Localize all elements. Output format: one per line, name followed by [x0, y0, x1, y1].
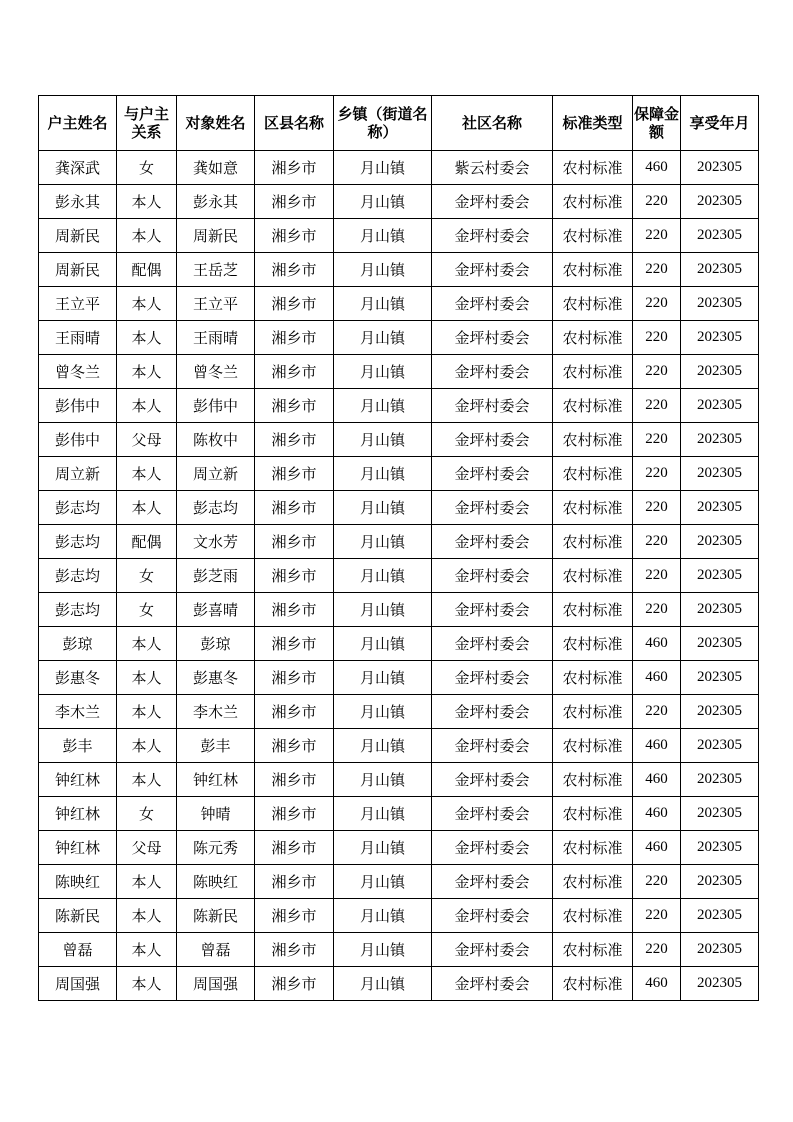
- standard-type-cell: 农村标准: [553, 457, 633, 491]
- period-cell: 202305: [681, 831, 759, 865]
- relation-cell: 父母: [117, 831, 177, 865]
- table-row: [39, 355, 759, 389]
- community-cell: 金坪村委会: [432, 865, 553, 899]
- table-row: [39, 967, 759, 1001]
- county-cell: 湘乡市: [255, 661, 334, 695]
- township-cell: 月山镇: [334, 865, 432, 899]
- amount-cell: 220: [633, 321, 681, 355]
- householder-cell: 钟红林: [39, 831, 117, 865]
- community-cell: 金坪村委会: [432, 967, 553, 1001]
- period-cell: 202305: [681, 321, 759, 355]
- relation-cell: 配偶: [117, 253, 177, 287]
- householder-cell: 彭志均: [39, 593, 117, 627]
- amount-cell: 220: [633, 423, 681, 457]
- standard-type-cell: 农村标准: [553, 355, 633, 389]
- amount-cell: 220: [633, 695, 681, 729]
- period-cell: 202305: [681, 185, 759, 219]
- township-cell: 月山镇: [334, 185, 432, 219]
- table-row: [39, 525, 759, 559]
- relation-cell: 父母: [117, 423, 177, 457]
- community-cell: 金坪村委会: [432, 627, 553, 661]
- relation-cell: 本人: [117, 457, 177, 491]
- householder-cell: 彭永其: [39, 185, 117, 219]
- table-row: [39, 423, 759, 457]
- amount-cell: 220: [633, 559, 681, 593]
- table-row: [39, 763, 759, 797]
- relation-cell: 配偶: [117, 525, 177, 559]
- community-cell: 金坪村委会: [432, 321, 553, 355]
- township-cell: 月山镇: [334, 321, 432, 355]
- standard-type-cell: 农村标准: [553, 491, 633, 525]
- county-cell: 湘乡市: [255, 219, 334, 253]
- recipient-cell: 钟红林: [177, 763, 255, 797]
- amount-cell: 460: [633, 967, 681, 1001]
- table-row: [39, 389, 759, 423]
- period-cell: 202305: [681, 797, 759, 831]
- period-cell: 202305: [681, 899, 759, 933]
- relation-cell: 本人: [117, 763, 177, 797]
- standard-type-cell: 农村标准: [553, 695, 633, 729]
- township-cell: 月山镇: [334, 355, 432, 389]
- community-cell: 金坪村委会: [432, 797, 553, 831]
- relation-cell: 本人: [117, 899, 177, 933]
- period-cell: 202305: [681, 389, 759, 423]
- recipient-cell: 彭喜晴: [177, 593, 255, 627]
- township-cell: 月山镇: [334, 763, 432, 797]
- county-cell: 湘乡市: [255, 593, 334, 627]
- township-cell: 月山镇: [334, 559, 432, 593]
- community-cell: 金坪村委会: [432, 355, 553, 389]
- period-cell: 202305: [681, 763, 759, 797]
- amount-cell: 220: [633, 899, 681, 933]
- period-cell: 202305: [681, 219, 759, 253]
- table-row: [39, 287, 759, 321]
- recipient-cell: 钟晴: [177, 797, 255, 831]
- table-row: [39, 559, 759, 593]
- recipient-cell: 陈映红: [177, 865, 255, 899]
- amount-cell: 460: [633, 763, 681, 797]
- recipient-cell: 彭志均: [177, 491, 255, 525]
- table-row: [39, 729, 759, 763]
- householder-cell: 彭丰: [39, 729, 117, 763]
- amount-cell: 460: [633, 729, 681, 763]
- township-cell: 月山镇: [334, 899, 432, 933]
- amount-cell: 220: [633, 185, 681, 219]
- col-header-township: 乡镇（街道名称）: [334, 96, 432, 151]
- township-cell: 月山镇: [334, 831, 432, 865]
- householder-cell: 陈新民: [39, 899, 117, 933]
- relation-cell: 本人: [117, 933, 177, 967]
- standard-type-cell: 农村标准: [553, 559, 633, 593]
- col-header-county: 区县名称: [255, 96, 334, 151]
- recipient-cell: 彭永其: [177, 185, 255, 219]
- relation-cell: 本人: [117, 695, 177, 729]
- householder-cell: 龚深武: [39, 151, 117, 185]
- table-row: [39, 491, 759, 525]
- township-cell: 月山镇: [334, 525, 432, 559]
- community-cell: 金坪村委会: [432, 185, 553, 219]
- community-cell: 金坪村委会: [432, 457, 553, 491]
- township-cell: 月山镇: [334, 729, 432, 763]
- table-header: [39, 96, 759, 151]
- amount-cell: 460: [633, 831, 681, 865]
- recipient-cell: 彭芝雨: [177, 559, 255, 593]
- householder-cell: 彭志均: [39, 525, 117, 559]
- householder-cell: 彭伟中: [39, 423, 117, 457]
- township-cell: 月山镇: [334, 627, 432, 661]
- relation-cell: 本人: [117, 219, 177, 253]
- county-cell: 湘乡市: [255, 933, 334, 967]
- standard-type-cell: 农村标准: [553, 661, 633, 695]
- recipient-cell: 曾磊: [177, 933, 255, 967]
- recipient-cell: 陈枚中: [177, 423, 255, 457]
- period-cell: 202305: [681, 559, 759, 593]
- householder-cell: 彭惠冬: [39, 661, 117, 695]
- township-cell: 月山镇: [334, 253, 432, 287]
- amount-cell: 220: [633, 491, 681, 525]
- county-cell: 湘乡市: [255, 287, 334, 321]
- recipient-cell: 陈新民: [177, 899, 255, 933]
- recipient-cell: 龚如意: [177, 151, 255, 185]
- county-cell: 湘乡市: [255, 355, 334, 389]
- county-cell: 湘乡市: [255, 627, 334, 661]
- col-header-householder: 户主姓名: [39, 96, 117, 151]
- relation-cell: 本人: [117, 185, 177, 219]
- amount-cell: 220: [633, 865, 681, 899]
- community-cell: 金坪村委会: [432, 491, 553, 525]
- county-cell: 湘乡市: [255, 457, 334, 491]
- recipient-cell: 王岳芝: [177, 253, 255, 287]
- relation-cell: 本人: [117, 321, 177, 355]
- county-cell: 湘乡市: [255, 253, 334, 287]
- township-cell: 月山镇: [334, 151, 432, 185]
- recipient-cell: 彭伟中: [177, 389, 255, 423]
- period-cell: 202305: [681, 627, 759, 661]
- county-cell: 湘乡市: [255, 525, 334, 559]
- standard-type-cell: 农村标准: [553, 763, 633, 797]
- amount-cell: 220: [633, 525, 681, 559]
- householder-cell: 曾冬兰: [39, 355, 117, 389]
- community-cell: 金坪村委会: [432, 219, 553, 253]
- township-cell: 月山镇: [334, 389, 432, 423]
- header-row: [39, 96, 759, 151]
- standard-type-cell: 农村标准: [553, 287, 633, 321]
- amount-cell: 220: [633, 219, 681, 253]
- township-cell: 月山镇: [334, 219, 432, 253]
- period-cell: 202305: [681, 355, 759, 389]
- township-cell: 月山镇: [334, 457, 432, 491]
- standard-type-cell: 农村标准: [553, 219, 633, 253]
- township-cell: 月山镇: [334, 287, 432, 321]
- period-cell: 202305: [681, 457, 759, 491]
- community-cell: 金坪村委会: [432, 661, 553, 695]
- community-cell: 金坪村委会: [432, 525, 553, 559]
- table-body: [39, 151, 759, 1001]
- relation-cell: 女: [117, 593, 177, 627]
- county-cell: 湘乡市: [255, 729, 334, 763]
- relation-cell: 本人: [117, 355, 177, 389]
- community-cell: 金坪村委会: [432, 933, 553, 967]
- period-cell: 202305: [681, 525, 759, 559]
- relation-cell: 女: [117, 797, 177, 831]
- recipient-cell: 文水芳: [177, 525, 255, 559]
- recipient-cell: 彭琼: [177, 627, 255, 661]
- county-cell: 湘乡市: [255, 185, 334, 219]
- standard-type-cell: 农村标准: [553, 967, 633, 1001]
- period-cell: 202305: [681, 287, 759, 321]
- amount-cell: 460: [633, 797, 681, 831]
- period-cell: 202305: [681, 695, 759, 729]
- amount-cell: 460: [633, 627, 681, 661]
- relation-cell: 本人: [117, 865, 177, 899]
- householder-cell: 王立平: [39, 287, 117, 321]
- standard-type-cell: 农村标准: [553, 865, 633, 899]
- standard-type-cell: 农村标准: [553, 151, 633, 185]
- amount-cell: 460: [633, 661, 681, 695]
- period-cell: 202305: [681, 491, 759, 525]
- col-header-amount: 保障金额: [633, 96, 681, 151]
- householder-cell: 周国强: [39, 967, 117, 1001]
- recipient-cell: 陈元秀: [177, 831, 255, 865]
- standard-type-cell: 农村标准: [553, 389, 633, 423]
- householder-cell: 李木兰: [39, 695, 117, 729]
- relation-cell: 女: [117, 151, 177, 185]
- amount-cell: 220: [633, 355, 681, 389]
- community-cell: 金坪村委会: [432, 899, 553, 933]
- householder-cell: 彭志均: [39, 559, 117, 593]
- county-cell: 湘乡市: [255, 559, 334, 593]
- period-cell: 202305: [681, 729, 759, 763]
- township-cell: 月山镇: [334, 797, 432, 831]
- amount-cell: 220: [633, 933, 681, 967]
- county-cell: 湘乡市: [255, 491, 334, 525]
- relation-cell: 女: [117, 559, 177, 593]
- table-row: [39, 253, 759, 287]
- relation-cell: 本人: [117, 287, 177, 321]
- householder-cell: 周立新: [39, 457, 117, 491]
- period-cell: 202305: [681, 423, 759, 457]
- recipient-cell: 李木兰: [177, 695, 255, 729]
- township-cell: 月山镇: [334, 491, 432, 525]
- community-cell: 金坪村委会: [432, 729, 553, 763]
- standard-type-cell: 农村标准: [553, 797, 633, 831]
- householder-cell: 陈映红: [39, 865, 117, 899]
- relation-cell: 本人: [117, 967, 177, 1001]
- standard-type-cell: 农村标准: [553, 593, 633, 627]
- amount-cell: 220: [633, 389, 681, 423]
- amount-cell: 220: [633, 253, 681, 287]
- township-cell: 月山镇: [334, 593, 432, 627]
- township-cell: 月山镇: [334, 423, 432, 457]
- standard-type-cell: 农村标准: [553, 627, 633, 661]
- table-row: [39, 321, 759, 355]
- table-row: [39, 695, 759, 729]
- householder-cell: 钟红林: [39, 797, 117, 831]
- col-header-relation: 与户主关系: [117, 96, 177, 151]
- relation-cell: 本人: [117, 389, 177, 423]
- table-row: [39, 831, 759, 865]
- table-row: [39, 219, 759, 253]
- recipient-cell: 曾冬兰: [177, 355, 255, 389]
- county-cell: 湘乡市: [255, 389, 334, 423]
- community-cell: 金坪村委会: [432, 253, 553, 287]
- recipient-cell: 彭惠冬: [177, 661, 255, 695]
- recipient-cell: 周新民: [177, 219, 255, 253]
- standard-type-cell: 农村标准: [553, 933, 633, 967]
- county-cell: 湘乡市: [255, 151, 334, 185]
- period-cell: 202305: [681, 933, 759, 967]
- community-cell: 金坪村委会: [432, 559, 553, 593]
- county-cell: 湘乡市: [255, 831, 334, 865]
- relation-cell: 本人: [117, 491, 177, 525]
- table-row: [39, 933, 759, 967]
- period-cell: 202305: [681, 967, 759, 1001]
- table-row: [39, 457, 759, 491]
- county-cell: 湘乡市: [255, 797, 334, 831]
- standard-type-cell: 农村标准: [553, 253, 633, 287]
- col-header-community: 社区名称: [432, 96, 553, 151]
- county-cell: 湘乡市: [255, 763, 334, 797]
- table-row: [39, 151, 759, 185]
- amount-cell: 220: [633, 287, 681, 321]
- community-cell: 金坪村委会: [432, 831, 553, 865]
- table-row: [39, 899, 759, 933]
- beneficiary-table: [38, 95, 759, 1001]
- householder-cell: 周新民: [39, 253, 117, 287]
- period-cell: 202305: [681, 661, 759, 695]
- community-cell: 金坪村委会: [432, 389, 553, 423]
- amount-cell: 460: [633, 151, 681, 185]
- period-cell: 202305: [681, 151, 759, 185]
- township-cell: 月山镇: [334, 933, 432, 967]
- community-cell: 金坪村委会: [432, 763, 553, 797]
- recipient-cell: 周国强: [177, 967, 255, 1001]
- standard-type-cell: 农村标准: [553, 321, 633, 355]
- community-cell: 金坪村委会: [432, 695, 553, 729]
- standard-type-cell: 农村标准: [553, 899, 633, 933]
- community-cell: 金坪村委会: [432, 423, 553, 457]
- county-cell: 湘乡市: [255, 321, 334, 355]
- relation-cell: 本人: [117, 661, 177, 695]
- standard-type-cell: 农村标准: [553, 831, 633, 865]
- householder-cell: 彭伟中: [39, 389, 117, 423]
- householder-cell: 彭琼: [39, 627, 117, 661]
- period-cell: 202305: [681, 865, 759, 899]
- col-header-recipient: 对象姓名: [177, 96, 255, 151]
- amount-cell: 220: [633, 593, 681, 627]
- table-row: [39, 185, 759, 219]
- recipient-cell: 周立新: [177, 457, 255, 491]
- period-cell: 202305: [681, 253, 759, 287]
- householder-cell: 彭志均: [39, 491, 117, 525]
- county-cell: 湘乡市: [255, 423, 334, 457]
- amount-cell: 220: [633, 457, 681, 491]
- standard-type-cell: 农村标准: [553, 525, 633, 559]
- col-header-period: 享受年月: [681, 96, 759, 151]
- county-cell: 湘乡市: [255, 967, 334, 1001]
- householder-cell: 曾磊: [39, 933, 117, 967]
- community-cell: 金坪村委会: [432, 593, 553, 627]
- community-cell: 紫云村委会: [432, 151, 553, 185]
- township-cell: 月山镇: [334, 695, 432, 729]
- county-cell: 湘乡市: [255, 865, 334, 899]
- standard-type-cell: 农村标准: [553, 423, 633, 457]
- table-row: [39, 661, 759, 695]
- recipient-cell: 王立平: [177, 287, 255, 321]
- householder-cell: 周新民: [39, 219, 117, 253]
- county-cell: 湘乡市: [255, 899, 334, 933]
- recipient-cell: 彭丰: [177, 729, 255, 763]
- table-row: [39, 797, 759, 831]
- township-cell: 月山镇: [334, 661, 432, 695]
- householder-cell: 王雨晴: [39, 321, 117, 355]
- period-cell: 202305: [681, 593, 759, 627]
- table-row: [39, 865, 759, 899]
- relation-cell: 本人: [117, 627, 177, 661]
- township-cell: 月山镇: [334, 967, 432, 1001]
- county-cell: 湘乡市: [255, 695, 334, 729]
- relation-cell: 本人: [117, 729, 177, 763]
- table-row: [39, 593, 759, 627]
- householder-cell: 钟红林: [39, 763, 117, 797]
- standard-type-cell: 农村标准: [553, 185, 633, 219]
- community-cell: 金坪村委会: [432, 287, 553, 321]
- table-row: [39, 627, 759, 661]
- recipient-cell: 王雨晴: [177, 321, 255, 355]
- col-header-standard-type: 标准类型: [553, 96, 633, 151]
- standard-type-cell: 农村标准: [553, 729, 633, 763]
